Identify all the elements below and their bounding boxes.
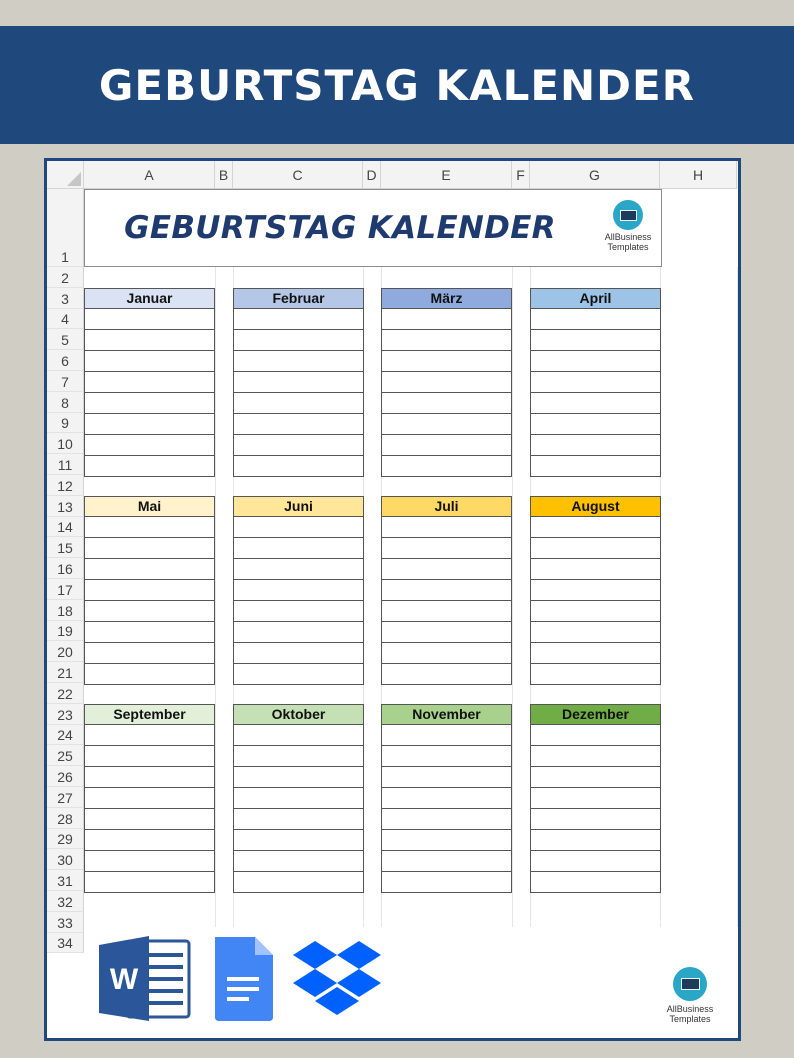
row-header-6[interactable]: 6 [47, 350, 84, 371]
logo-text-line1: AllBusiness [666, 1004, 714, 1014]
month-table [530, 288, 661, 477]
birthday-entry-cell[interactable] [84, 767, 215, 788]
birthday-entry-cell[interactable] [233, 559, 364, 580]
birthday-entry-cell[interactable] [84, 851, 215, 872]
birthday-entry-cell[interactable] [233, 664, 364, 685]
row-header-19[interactable]: 19 [47, 621, 84, 642]
birthday-entry-cell[interactable] [381, 622, 512, 643]
birthday-entry-cell[interactable] [84, 517, 215, 538]
row-header-26[interactable]: 26 [47, 766, 84, 787]
row-header-4[interactable]: 4 [47, 309, 84, 330]
birthday-entry-cell[interactable] [530, 788, 661, 809]
birthday-entry-cell[interactable] [84, 601, 215, 622]
svg-text:W: W [109, 963, 139, 996]
row-header-12[interactable]: 12 [47, 475, 84, 496]
birthday-entry-cell[interactable] [381, 435, 512, 456]
month-header[interactable]: August [530, 496, 661, 517]
row-header-13[interactable]: 13 [47, 496, 84, 517]
birthday-entry-cell[interactable] [84, 456, 215, 477]
birthday-entry-cell[interactable] [381, 393, 512, 414]
row-header-34[interactable]: 34 [47, 933, 84, 954]
row-header-1[interactable]: 1 [47, 189, 84, 267]
birthday-entry-cell[interactable] [84, 725, 215, 746]
birthday-entry-cell[interactable] [530, 746, 661, 767]
birthday-entry-cell[interactable] [381, 725, 512, 746]
row-header-16[interactable]: 16 [47, 558, 84, 579]
birthday-entry-cell[interactable] [381, 456, 512, 477]
birthday-entry-cell[interactable] [530, 830, 661, 851]
logo-text-line2: Templates [607, 242, 649, 252]
birthday-entry-cell[interactable] [84, 309, 215, 330]
month-table [84, 288, 215, 477]
birthday-entry-cell[interactable] [381, 309, 512, 330]
month-header[interactable]: Mai [84, 496, 215, 517]
row-header-28[interactable]: 28 [47, 808, 84, 829]
month-table [381, 704, 512, 893]
month-header[interactable]: November [381, 704, 512, 725]
birthday-entry-cell[interactable] [84, 830, 215, 851]
birthday-entry-cell[interactable] [84, 435, 215, 456]
birthday-entry-cell[interactable] [381, 746, 512, 767]
birthday-entry-cell[interactable] [381, 872, 512, 893]
row-header-9[interactable]: 9 [47, 413, 84, 434]
row-header-18[interactable]: 18 [47, 600, 84, 621]
row-header-14[interactable]: 14 [47, 517, 84, 538]
row-header-23[interactable]: 23 [47, 704, 84, 725]
row-header-21[interactable]: 21 [47, 662, 84, 683]
birthday-entry-cell[interactable] [530, 622, 661, 643]
birthday-entry-cell[interactable] [233, 643, 364, 664]
birthday-entry-cell[interactable] [84, 351, 215, 372]
header-banner [0, 26, 794, 144]
birthday-entry-cell[interactable] [84, 664, 215, 685]
month-table [233, 704, 364, 893]
month-table [381, 288, 512, 477]
google-docs-icon [215, 937, 273, 1021]
column-header-e[interactable]: E [381, 161, 512, 189]
birthday-entry-cell[interactable] [530, 393, 661, 414]
birthday-entry-cell[interactable] [233, 517, 364, 538]
row-header-7[interactable]: 7 [47, 371, 84, 392]
grid-line [215, 267, 216, 927]
birthday-entry-cell[interactable] [381, 664, 512, 685]
birthday-entry-cell[interactable] [381, 414, 512, 435]
laptop-icon [673, 967, 707, 1001]
month-header[interactable]: Juli [381, 496, 512, 517]
birthday-entry-cell[interactable] [233, 414, 364, 435]
birthday-entry-cell[interactable] [84, 414, 215, 435]
birthday-entry-cell[interactable] [84, 559, 215, 580]
birthday-entry-cell[interactable] [233, 851, 364, 872]
row-header-15[interactable]: 15 [47, 537, 84, 558]
month-table [233, 496, 364, 685]
month-header[interactable]: Juni [233, 496, 364, 517]
allbusiness-logo-footer [657, 967, 723, 1024]
row-header-20[interactable]: 20 [47, 641, 84, 662]
laptop-icon [613, 200, 643, 230]
birthday-entry-cell[interactable] [530, 725, 661, 746]
month-table [84, 496, 215, 685]
birthday-entry-cell[interactable] [530, 580, 661, 601]
birthday-entry-cell[interactable] [381, 601, 512, 622]
row-header-10[interactable]: 10 [47, 433, 84, 454]
birthday-entry-cell[interactable] [530, 767, 661, 788]
birthday-entry-cell[interactable] [381, 372, 512, 393]
select-all-corner[interactable] [47, 161, 84, 189]
birthday-entry-cell[interactable] [84, 622, 215, 643]
column-header-a[interactable]: A [84, 161, 215, 189]
birthday-entry-cell[interactable] [530, 435, 661, 456]
birthday-entry-cell[interactable] [381, 580, 512, 601]
birthday-entry-cell[interactable] [233, 393, 364, 414]
month-table [530, 704, 661, 893]
birthday-entry-cell[interactable] [84, 330, 215, 351]
birthday-entry-cell[interactable] [381, 830, 512, 851]
birthday-entry-cell[interactable] [530, 809, 661, 830]
row-header-8[interactable]: 8 [47, 392, 84, 413]
logo-text-line2: Templates [669, 1014, 711, 1024]
birthday-entry-cell[interactable] [233, 330, 364, 351]
birthday-entry-cell[interactable] [233, 601, 364, 622]
birthday-entry-cell[interactable] [530, 372, 661, 393]
row-header-11[interactable]: 11 [47, 454, 84, 475]
column-header-c[interactable]: C [233, 161, 363, 189]
word-icon [99, 936, 189, 1021]
row-header-33[interactable]: 33 [47, 912, 84, 933]
birthday-entry-cell[interactable] [530, 414, 661, 435]
birthday-entry-cell[interactable] [530, 309, 661, 330]
app-icons [97, 933, 397, 1028]
birthday-entry-cell[interactable] [84, 580, 215, 601]
birthday-entry-cell[interactable] [84, 809, 215, 830]
birthday-entry-cell[interactable] [381, 330, 512, 351]
birthday-entry-cell[interactable] [84, 372, 215, 393]
row-header-27[interactable]: 27 [47, 787, 84, 808]
birthday-entry-cell[interactable] [530, 872, 661, 893]
row-header-22[interactable]: 22 [47, 683, 84, 704]
birthday-entry-cell[interactable] [233, 809, 364, 830]
birthday-entry-cell[interactable] [381, 643, 512, 664]
birthday-entry-cell[interactable] [381, 351, 512, 372]
month-table [530, 496, 661, 685]
birthday-entry-cell[interactable] [233, 580, 364, 601]
birthday-entry-cell[interactable] [233, 725, 364, 746]
birthday-entry-cell[interactable] [84, 788, 215, 809]
birthday-entry-cell[interactable] [84, 393, 215, 414]
birthday-entry-cell[interactable] [381, 851, 512, 872]
birthday-entry-cell[interactable] [233, 456, 364, 477]
birthday-entry-cell[interactable] [530, 538, 661, 559]
grid-line [512, 267, 513, 927]
row-header-17[interactable]: 17 [47, 579, 84, 600]
month-header[interactable]: März [381, 288, 512, 309]
birthday-entry-cell[interactable] [233, 622, 364, 643]
birthday-entry-cell[interactable] [84, 746, 215, 767]
birthday-entry-cell[interactable] [233, 830, 364, 851]
month-table [84, 704, 215, 893]
birthday-entry-cell[interactable] [233, 538, 364, 559]
column-header-b[interactable]: B [215, 161, 233, 189]
month-header[interactable]: Dezember [530, 704, 661, 725]
column-header-f[interactable]: F [512, 161, 530, 189]
month-table [381, 496, 512, 685]
birthday-entry-cell[interactable] [233, 435, 364, 456]
birthday-entry-cell[interactable] [530, 559, 661, 580]
month-header[interactable]: Januar [84, 288, 215, 309]
birthday-entry-cell[interactable] [381, 809, 512, 830]
birthday-entry-cell[interactable] [84, 872, 215, 893]
grid-line [737, 267, 738, 927]
row-header-32[interactable]: 32 [47, 891, 84, 912]
row-header-3[interactable]: 3 [47, 288, 84, 309]
banner-title: GEBURTSTAG KALENDER [98, 60, 696, 110]
birthday-entry-cell[interactable] [381, 538, 512, 559]
row-header-31[interactable]: 31 [47, 870, 84, 891]
birthday-entry-cell[interactable] [530, 517, 661, 538]
birthday-entry-cell[interactable] [530, 601, 661, 622]
birthday-entry-cell[interactable] [530, 643, 661, 664]
birthday-entry-cell[interactable] [530, 351, 661, 372]
birthday-entry-cell[interactable] [381, 559, 512, 580]
birthday-entry-cell[interactable] [381, 788, 512, 809]
month-header[interactable]: April [530, 288, 661, 309]
month-header[interactable]: September [84, 704, 215, 725]
birthday-entry-cell[interactable] [530, 851, 661, 872]
month-header[interactable]: Februar [233, 288, 364, 309]
birthday-entry-cell[interactable] [233, 746, 364, 767]
month-table [233, 288, 364, 477]
row-header-2[interactable]: 2 [47, 267, 84, 288]
row-header-5[interactable]: 5 [47, 329, 84, 350]
birthday-entry-cell[interactable] [381, 517, 512, 538]
spreadsheet-preview [44, 158, 741, 1041]
column-header-h[interactable]: H [660, 161, 737, 189]
title-cell[interactable] [84, 189, 662, 267]
dropbox-icon [293, 941, 381, 1015]
column-header-g[interactable]: G [530, 161, 660, 189]
month-header[interactable]: Oktober [233, 704, 364, 725]
birthday-entry-cell[interactable] [530, 664, 661, 685]
sheet-title: GEBURTSTAG KALENDER [124, 210, 556, 246]
birthday-entry-cell[interactable] [84, 538, 215, 559]
birthday-entry-cell[interactable] [233, 767, 364, 788]
birthday-entry-cell[interactable] [233, 351, 364, 372]
birthday-entry-cell[interactable] [233, 788, 364, 809]
row-header-30[interactable]: 30 [47, 849, 84, 870]
allbusiness-logo [595, 200, 661, 252]
birthday-entry-cell[interactable] [530, 456, 661, 477]
row-header-24[interactable]: 24 [47, 725, 84, 746]
birthday-entry-cell[interactable] [233, 372, 364, 393]
birthday-entry-cell[interactable] [233, 872, 364, 893]
birthday-entry-cell[interactable] [381, 767, 512, 788]
row-header-25[interactable]: 25 [47, 745, 84, 766]
logo-text-line1: AllBusiness [604, 232, 652, 242]
row-header-29[interactable]: 29 [47, 829, 84, 850]
birthday-entry-cell[interactable] [530, 330, 661, 351]
birthday-entry-cell[interactable] [84, 643, 215, 664]
birthday-entry-cell[interactable] [233, 309, 364, 330]
column-header-d[interactable]: D [363, 161, 381, 189]
